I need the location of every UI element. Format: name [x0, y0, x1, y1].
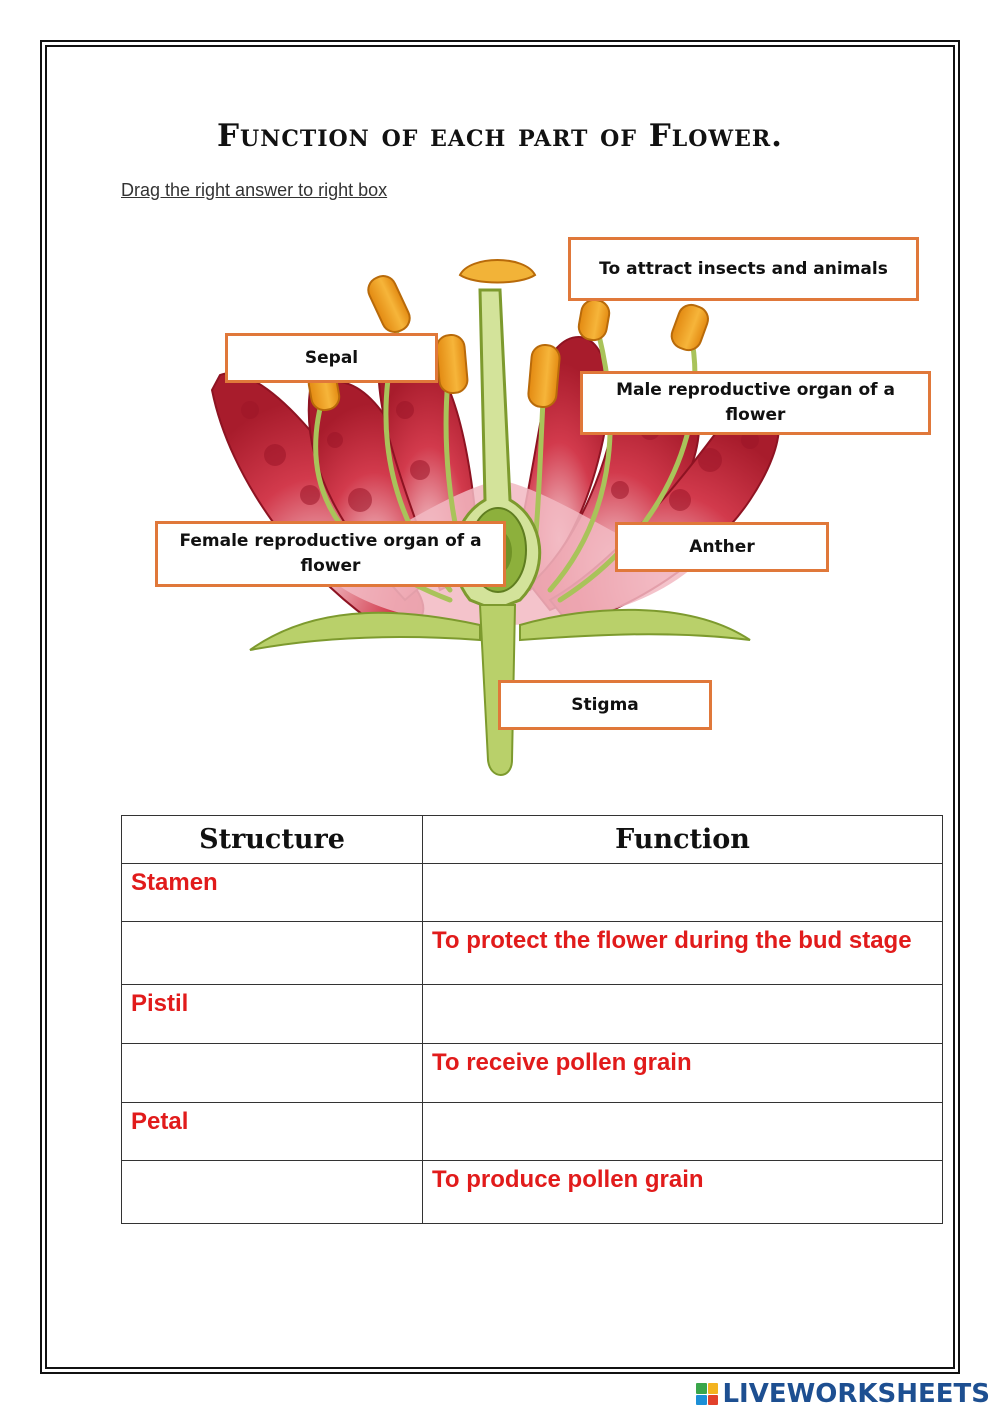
drop-box-male[interactable]: Male reproductive organ of a flower: [580, 371, 931, 435]
brand-name: LIVEWORKSHEETS: [722, 1379, 990, 1409]
drop-box-stigma[interactable]: Stigma: [498, 680, 712, 730]
table-row: [122, 1103, 943, 1161]
function-cell: To produce pollen grain: [423, 1161, 943, 1224]
function-cell: [423, 1103, 943, 1161]
structure-cell: [122, 1161, 423, 1224]
header-function: Function: [423, 816, 943, 864]
drop-box-attract[interactable]: To attract insects and animals: [568, 237, 919, 301]
table-row: [122, 922, 943, 985]
drop-box-sepal[interactable]: Sepal: [225, 333, 438, 383]
function-cell: [423, 985, 943, 1044]
structure-cell: [122, 922, 423, 985]
drop-box-female[interactable]: Female reproductive organ of a flower: [155, 521, 506, 587]
liveworksheets-logo-icon: [696, 1383, 718, 1405]
header-structure: Structure: [122, 816, 423, 864]
function-cell: [423, 864, 943, 922]
function-table: [121, 815, 943, 1224]
brand-footer: [696, 1380, 990, 1408]
table-row: [122, 864, 943, 922]
page-title: Function of each part of Flower.: [217, 118, 783, 154]
structure-cell: Pistil: [122, 985, 423, 1044]
structure-cell: Stamen: [122, 864, 423, 922]
function-cell: To receive pollen grain: [423, 1044, 943, 1103]
table-row: [122, 985, 943, 1044]
table-row: [122, 1161, 943, 1224]
drop-box-anther[interactable]: Anther: [615, 522, 829, 572]
structure-cell: [122, 1044, 423, 1103]
instruction-text: Drag the right answer to right box: [121, 180, 388, 200]
table-header-row: [122, 816, 943, 864]
table-row: [122, 1044, 943, 1103]
structure-cell: Petal: [122, 1103, 423, 1161]
function-cell: To protect the flower during the bud stage: [423, 922, 943, 985]
